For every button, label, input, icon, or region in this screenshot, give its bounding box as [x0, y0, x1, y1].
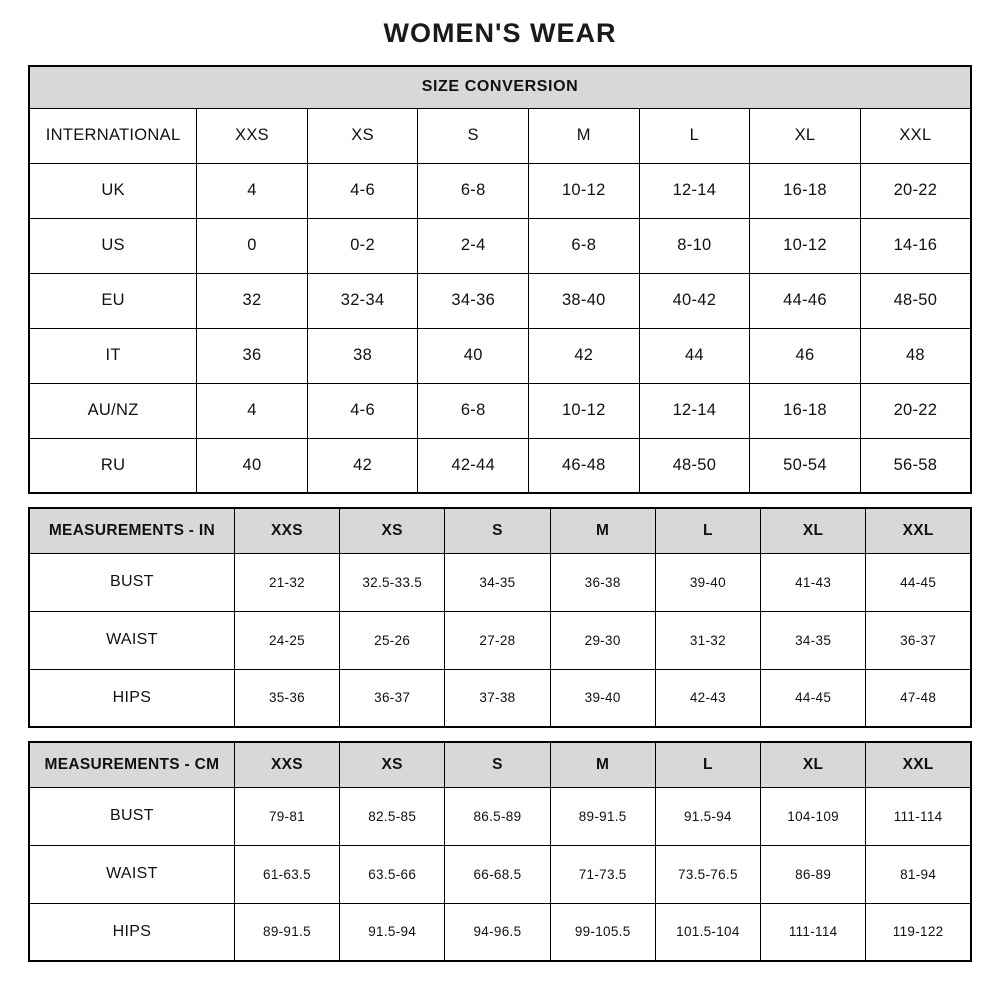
size-header-cell: M — [550, 742, 655, 787]
value-cell: 44-45 — [761, 669, 866, 727]
measurements-in-table — [28, 507, 972, 728]
value-cell: 27-28 — [445, 611, 550, 669]
table-header-row — [29, 742, 971, 787]
table-header-row — [29, 108, 971, 163]
value-cell: 32 — [197, 273, 308, 328]
value-cell: 12-14 — [639, 383, 750, 438]
table-row — [29, 383, 971, 438]
value-cell: 36-37 — [866, 611, 971, 669]
value-cell: 46 — [750, 328, 861, 383]
row-label-cell: HIPS — [29, 669, 234, 727]
value-cell: 46-48 — [529, 438, 640, 493]
value-cell: 16-18 — [750, 163, 861, 218]
value-cell: 40 — [418, 328, 529, 383]
value-cell: 0 — [197, 218, 308, 273]
table-row — [29, 218, 971, 273]
table-banner: SIZE CONVERSION — [29, 66, 971, 108]
value-cell: 36-37 — [340, 669, 445, 727]
value-cell: 41-43 — [761, 553, 866, 611]
value-cell: 99-105.5 — [550, 903, 655, 961]
row-label-cell: WAIST — [29, 611, 234, 669]
value-cell: 38 — [307, 328, 418, 383]
size-header-cell: XS — [340, 742, 445, 787]
value-cell: 0-2 — [307, 218, 418, 273]
value-cell: 12-14 — [639, 163, 750, 218]
size-header-cell: M — [550, 508, 655, 553]
value-cell: 79-81 — [234, 787, 339, 845]
table-banner-row — [29, 66, 971, 108]
value-cell: 6-8 — [418, 163, 529, 218]
value-cell: 20-22 — [860, 163, 971, 218]
size-header-cell: S — [445, 508, 550, 553]
table-label-cell: MEASUREMENTS - CM — [29, 742, 234, 787]
value-cell: 14-16 — [860, 218, 971, 273]
value-cell: 31-32 — [655, 611, 760, 669]
value-cell: 10-12 — [750, 218, 861, 273]
table-label-cell: INTERNATIONAL — [29, 108, 197, 163]
table-row — [29, 903, 971, 961]
value-cell: 48-50 — [860, 273, 971, 328]
size-header-cell: XL — [761, 508, 866, 553]
size-header-cell: S — [418, 108, 529, 163]
value-cell: 16-18 — [750, 383, 861, 438]
size-header-cell: L — [639, 108, 750, 163]
value-cell: 50-54 — [750, 438, 861, 493]
table-label-cell: MEASUREMENTS - IN — [29, 508, 234, 553]
row-label-cell: WAIST — [29, 845, 234, 903]
value-cell: 42 — [529, 328, 640, 383]
size-header-cell: XS — [340, 508, 445, 553]
measurements-cm-table — [28, 741, 972, 962]
value-cell: 61-63.5 — [234, 845, 339, 903]
value-cell: 25-26 — [340, 611, 445, 669]
value-cell: 20-22 — [860, 383, 971, 438]
value-cell: 89-91.5 — [234, 903, 339, 961]
size-header-cell: XL — [750, 108, 861, 163]
size-header-cell: XXL — [860, 108, 971, 163]
value-cell: 40-42 — [639, 273, 750, 328]
value-cell: 101.5-104 — [655, 903, 760, 961]
value-cell: 39-40 — [550, 669, 655, 727]
value-cell: 111-114 — [866, 787, 971, 845]
value-cell: 104-109 — [761, 787, 866, 845]
table-row — [29, 553, 971, 611]
row-label-cell: HIPS — [29, 903, 234, 961]
value-cell: 63.5-66 — [340, 845, 445, 903]
size-header-cell: XXS — [234, 742, 339, 787]
row-label-cell: EU — [29, 273, 197, 328]
value-cell: 56-58 — [860, 438, 971, 493]
table-row — [29, 669, 971, 727]
value-cell: 66-68.5 — [445, 845, 550, 903]
value-cell: 4-6 — [307, 383, 418, 438]
value-cell: 48-50 — [639, 438, 750, 493]
value-cell: 91.5-94 — [655, 787, 760, 845]
value-cell: 32-34 — [307, 273, 418, 328]
value-cell: 111-114 — [761, 903, 866, 961]
size-header-cell: XXL — [866, 508, 971, 553]
value-cell: 39-40 — [655, 553, 760, 611]
value-cell: 2-4 — [418, 218, 529, 273]
value-cell: 34-35 — [445, 553, 550, 611]
value-cell: 32.5-33.5 — [340, 553, 445, 611]
table-row — [29, 273, 971, 328]
value-cell: 34-35 — [761, 611, 866, 669]
value-cell: 34-36 — [418, 273, 529, 328]
value-cell: 24-25 — [234, 611, 339, 669]
value-cell: 94-96.5 — [445, 903, 550, 961]
page-title: WOMEN'S WEAR — [383, 18, 617, 48]
value-cell: 73.5-76.5 — [655, 845, 760, 903]
row-label-cell: BUST — [29, 553, 234, 611]
value-cell: 44-46 — [750, 273, 861, 328]
table-row — [29, 787, 971, 845]
table-row — [29, 328, 971, 383]
value-cell: 44-45 — [866, 553, 971, 611]
value-cell: 86-89 — [761, 845, 866, 903]
size-header-cell: XXS — [197, 108, 308, 163]
table-row — [29, 845, 971, 903]
row-label-cell: RU — [29, 438, 197, 493]
value-cell: 86.5-89 — [445, 787, 550, 845]
value-cell: 37-38 — [445, 669, 550, 727]
value-cell: 91.5-94 — [340, 903, 445, 961]
size-header-cell: M — [529, 108, 640, 163]
size-header-cell: S — [445, 742, 550, 787]
value-cell: 4 — [197, 383, 308, 438]
value-cell: 42-43 — [655, 669, 760, 727]
value-cell: 44 — [639, 328, 750, 383]
value-cell: 40 — [197, 438, 308, 493]
value-cell: 6-8 — [418, 383, 529, 438]
value-cell: 48 — [860, 328, 971, 383]
value-cell: 10-12 — [529, 383, 640, 438]
row-label-cell: IT — [29, 328, 197, 383]
row-label-cell: US — [29, 218, 197, 273]
value-cell: 29-30 — [550, 611, 655, 669]
size-header-cell: L — [655, 508, 760, 553]
table-row — [29, 163, 971, 218]
size-header-cell: XS — [307, 108, 418, 163]
row-label-cell: BUST — [29, 787, 234, 845]
table-row — [29, 611, 971, 669]
value-cell: 42-44 — [418, 438, 529, 493]
value-cell: 71-73.5 — [550, 845, 655, 903]
value-cell: 36 — [197, 328, 308, 383]
size-header-cell: L — [655, 742, 760, 787]
value-cell: 42 — [307, 438, 418, 493]
value-cell: 6-8 — [529, 218, 640, 273]
value-cell: 119-122 — [866, 903, 971, 961]
row-label-cell: UK — [29, 163, 197, 218]
value-cell: 4-6 — [307, 163, 418, 218]
value-cell: 8-10 — [639, 218, 750, 273]
row-label-cell: AU/NZ — [29, 383, 197, 438]
value-cell: 81-94 — [866, 845, 971, 903]
value-cell: 82.5-85 — [340, 787, 445, 845]
table-header-row — [29, 508, 971, 553]
value-cell: 21-32 — [234, 553, 339, 611]
value-cell: 38-40 — [529, 273, 640, 328]
size-conversion-table — [28, 65, 972, 494]
size-header-cell: XXL — [866, 742, 971, 787]
size-header-cell: XL — [761, 742, 866, 787]
table-row — [29, 438, 971, 493]
value-cell: 36-38 — [550, 553, 655, 611]
value-cell: 47-48 — [866, 669, 971, 727]
value-cell: 89-91.5 — [550, 787, 655, 845]
value-cell: 4 — [197, 163, 308, 218]
size-header-cell: XXS — [234, 508, 339, 553]
value-cell: 35-36 — [234, 669, 339, 727]
value-cell: 10-12 — [529, 163, 640, 218]
